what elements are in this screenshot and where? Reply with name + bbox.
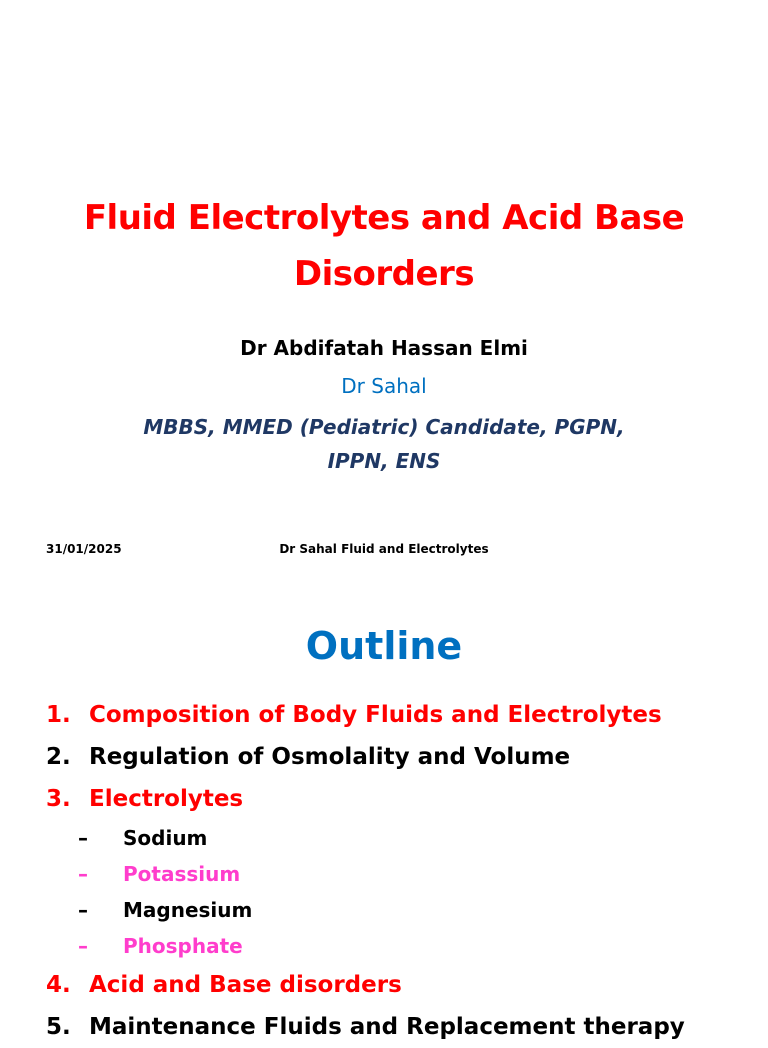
list-number: 1. <box>46 702 71 728</box>
list-number: 3. <box>46 786 71 812</box>
slide-title: Fluid Electrolytes and Acid Base Disorders <box>83 198 685 294</box>
author-name: Dr Abdifatah Hassan Elmi <box>240 336 528 360</box>
dash-bullet: – <box>78 862 88 886</box>
list-item <box>46 964 748 1006</box>
footer-date: 31/01/2025 <box>46 542 122 556</box>
dash-bullet: – <box>78 826 88 850</box>
list-item-text: Electrolytes <box>89 786 244 812</box>
list-item-text: Maintenance Fluids and Replacement therapy <box>89 1014 685 1040</box>
list-item <box>46 1006 748 1048</box>
author-nickname: Dr Sahal <box>341 374 427 398</box>
list-number: 5. <box>46 1014 71 1040</box>
footer-text: Dr Sahal Fluid and Electrolytes <box>279 542 489 556</box>
outline-list <box>46 694 748 1048</box>
sub-list-item <box>46 820 748 856</box>
sub-list-item <box>46 856 748 892</box>
list-item-text: Composition of Body Fluids and Electrolytes <box>89 702 662 728</box>
sub-list-item <box>46 928 748 964</box>
sub-item-text: Magnesium <box>123 898 253 922</box>
outline-slide <box>0 576 768 1040</box>
list-number: 2. <box>46 744 71 770</box>
list-item <box>46 778 748 820</box>
sub-item-text: Potassium <box>123 862 241 886</box>
dash-bullet: – <box>78 934 88 958</box>
author-credentials: MBBS, MMED (Pediatric) Candidate, PGPN, IPPN, ENS <box>143 415 625 473</box>
list-item <box>46 736 748 778</box>
list-item-text: Acid and Base disorders <box>89 972 402 998</box>
sub-list-item <box>46 892 748 928</box>
list-number: 4. <box>46 972 71 998</box>
list-item <box>46 694 748 736</box>
list-item-text: Regulation of Osmolality and Volume <box>89 744 571 770</box>
sub-item-text: Sodium <box>123 826 208 850</box>
dash-bullet: – <box>78 898 88 922</box>
sub-item-text: Phosphate <box>123 934 243 958</box>
outline-title: Outline <box>305 624 463 668</box>
